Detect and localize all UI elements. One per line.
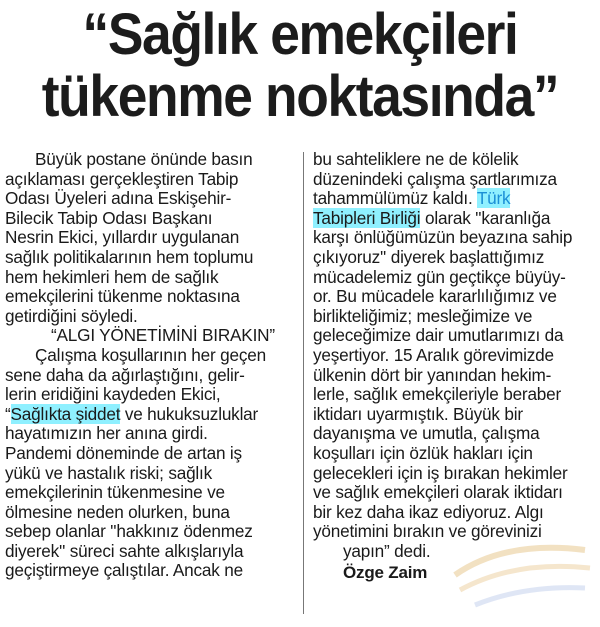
highlight-turk: Türk <box>476 188 511 209</box>
left-column <box>5 150 298 581</box>
text-line: Çalışma koşullarının her geçen <box>35 344 266 365</box>
text-line: ülkenin dört bir yanından hekim- <box>313 364 552 385</box>
text-line: çıkıyoruz'' diyerek başlattığımız <box>313 246 545 267</box>
headline-line-1: “Sağlık emekçileri <box>82 2 518 67</box>
text-line: birlikteliğimiz; mesleğimize ve <box>313 305 533 326</box>
text-line-with-highlight <box>313 209 597 229</box>
text-line-with-highlight <box>313 189 597 209</box>
text-line: Bilecik Tabip Odası Başkanı <box>5 207 213 228</box>
text-line: diyerek'' süreci sahte alkışlarıyla <box>5 540 244 561</box>
text-line: yükü ve hastalık riski; sağlık <box>5 462 213 483</box>
text-line: karşı önlüğümüzün beyazına sahip <box>313 227 573 248</box>
right-column <box>313 150 597 583</box>
text-fragment: tahammülümüz kaldı. <box>313 188 477 209</box>
text-line: koşulları için özlük hakları için <box>313 442 533 463</box>
text-line: bir kez daha ikaz ediyoruz. Algı <box>313 501 544 522</box>
text-line: lerin eridiğini kaydeden Ekici, <box>5 384 221 405</box>
text-line: sağlık politikalarının hem toplumu <box>5 246 254 267</box>
text-fragment: ve hukuksuzluklar <box>120 403 259 424</box>
text-line: dayanışma ve umutla, çalışma <box>313 423 540 444</box>
headline <box>24 4 576 128</box>
text-line: or. Bu mücadele kararlılığımız ve <box>313 286 557 307</box>
text-line: yeşertiyor. 15 Aralık görevimizde <box>313 344 554 365</box>
text-line: geleceğimize dair umutlarımızı da <box>313 325 564 346</box>
author-byline: Özge Zaim <box>343 563 428 583</box>
highlight-sagликta-siddet: Sağlıkta şiddet <box>10 403 121 424</box>
text-fragment: olarak ''karanlığa <box>420 207 551 228</box>
text-line: geçiştirmeye çalıştılar. Ancak ne <box>5 560 243 581</box>
text-line: ölmesine neden olurken, buna <box>5 501 230 522</box>
text-line: emekçilerinin tükenmesine ve <box>5 482 225 503</box>
text-line: Odası Üyeleri adına Eskişehir- <box>5 188 232 209</box>
text-line: lerle, sağlık emekçileriyle beraber <box>313 384 562 405</box>
text-line: Büyük postane önünde basın <box>35 149 253 169</box>
text-line: Pandemi döneminde de artan iş <box>5 442 242 463</box>
text-line: sebep olanlar ''hakkınız ödenmez <box>5 521 253 542</box>
text-line: ve sağlık emekçileri olarak iktidarı <box>313 482 563 503</box>
text-line: Nesrin Ekici, yıllardır uygulanan <box>5 227 240 248</box>
text-line: hem hekimleri hem de sağlık <box>5 266 219 287</box>
text-line: mücadelemiz gün geçtikçe büyüy- <box>313 266 566 287</box>
text-line: açıklaması gerçekleştiren Tabip <box>5 168 239 189</box>
text-line: getirdiğini söyledi. <box>5 305 138 326</box>
subheading: “ALGI YÖNETİMİNİ BIRAKIN” <box>51 325 275 346</box>
text-line: gelecekleri için iş bırakan hekimler <box>313 462 568 483</box>
highlight-tabipleri-birligi: Tabipleri Birliği <box>313 207 421 228</box>
text-line: iktidarı uyarmıştık. Büyük bir <box>313 403 523 424</box>
text-line: sene daha da ağırlaştığını, gelir- <box>5 364 245 385</box>
text-line: yönetimini bırakın ve görevinizi <box>313 521 542 542</box>
text-line: hayatımızın her anına girdi. <box>5 423 208 444</box>
quote-mark: “ <box>5 403 11 424</box>
column-divider <box>303 152 304 614</box>
text-line: emekçilerini tükenme noktasına <box>5 286 240 307</box>
text-line: bu sahteliklere ne de kölelik <box>313 149 519 169</box>
headline-line-2: tükenme noktasında” <box>41 64 559 129</box>
text-line-with-highlight <box>5 405 298 425</box>
text-line: yapın” dedi. <box>343 540 431 561</box>
text-line: düzenindeki çalışma şartlarımıza <box>313 168 557 189</box>
